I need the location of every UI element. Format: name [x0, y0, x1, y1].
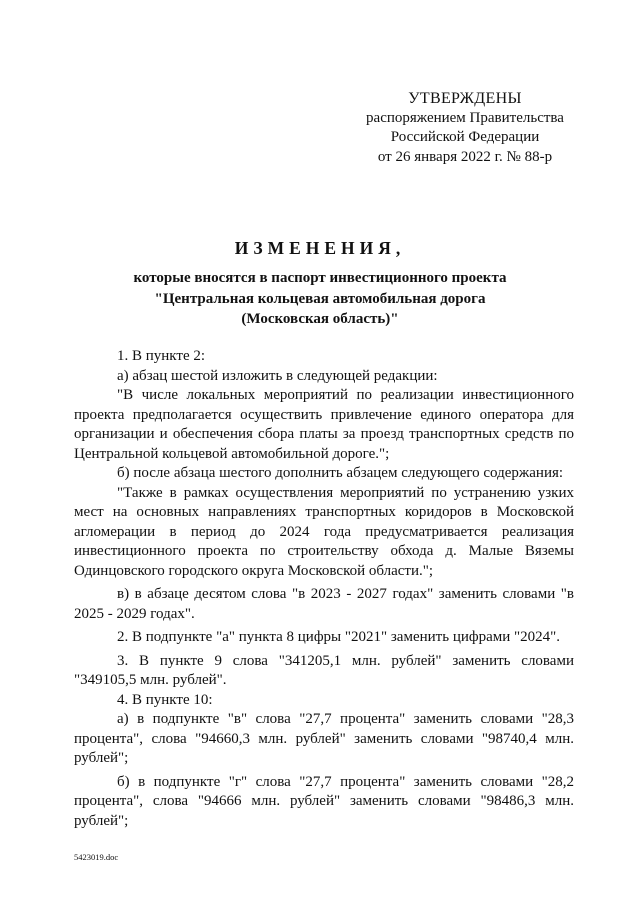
document-body	[74, 347, 574, 831]
paragraph-8: 3. В пункте 9 слова "341205,1 млн. рублей" заменить словами "349105,5 млн. рублей".	[74, 652, 574, 688]
paragraph-9: 4. В пункте 10:	[117, 691, 213, 708]
approval-heading: УТВЕРЖДЕНЫ	[408, 90, 522, 107]
document-title	[70, 236, 570, 330]
paragraph-2: а) абзац шестой изложить в следующей редакции:	[117, 367, 438, 384]
paragraph-3: "В числе локальных мероприятий по реализации инвестиционного проекта предполагается осуществить привлечение единого оператора для организации и обеспечения сбора платы за проезд транспортных средств по Центральной кольцевой автомобильной дороге.";	[74, 387, 574, 462]
paragraph-10: а) в подпункте "в" слова "27,7 процента" заменить словами "28,3 процента", слова "94660,3 млн. рублей" заменить словами "98740,4 млн. рублей";	[74, 711, 574, 766]
approval-block	[352, 89, 578, 167]
paragraph-1: 1. В пункте 2:	[117, 348, 206, 364]
title-sub-1: которые вносятся в паспорт инвестиционного проекта	[133, 270, 507, 286]
paragraph-5: "Также в рамках осуществления мероприятий по устранению узких мест на основных направлениях транспортных коридоров в Московской агломерации в период до 2024 года предусматривается реализация инвестиционного проекта по строительству обхода д. Малые Вяземы Одинцовского городского округа Московской области.";	[74, 484, 574, 579]
approval-line-3: от 26 января 2022 г. № 88-р	[377, 148, 553, 165]
approval-line-1: распоряжением Правительства	[366, 109, 564, 126]
paragraph-7: 2. В подпункте "а" пункта 8 цифры "2021" заменить цифрами "2024".	[117, 629, 561, 645]
approval-line-2: Российской Федерации	[390, 129, 540, 145]
title-main: ИЗМЕНЕНИЯ,	[234, 238, 406, 258]
paragraph-11: б) в подпункте "г" слова "27,7 процента" заменить словами "28,2 процента", слова "94666 млн. рублей" заменить словами "98486,3 млн. рублей";	[74, 773, 574, 829]
paragraph-4: б) после абзаца шестого дополнить абзацем следующего содержания:	[117, 465, 564, 481]
title-sub-2: "Центральная кольцевая автомобильная дорога	[154, 290, 486, 307]
title-sub-3: (Московская область)"	[241, 311, 399, 327]
footer-doc-code: 5423019.doc	[74, 852, 119, 862]
paragraph-6: в) в абзаце десятом слова "в 2023 - 2027 годах" заменить словами "в 2025 - 2029 годах".	[74, 586, 574, 622]
